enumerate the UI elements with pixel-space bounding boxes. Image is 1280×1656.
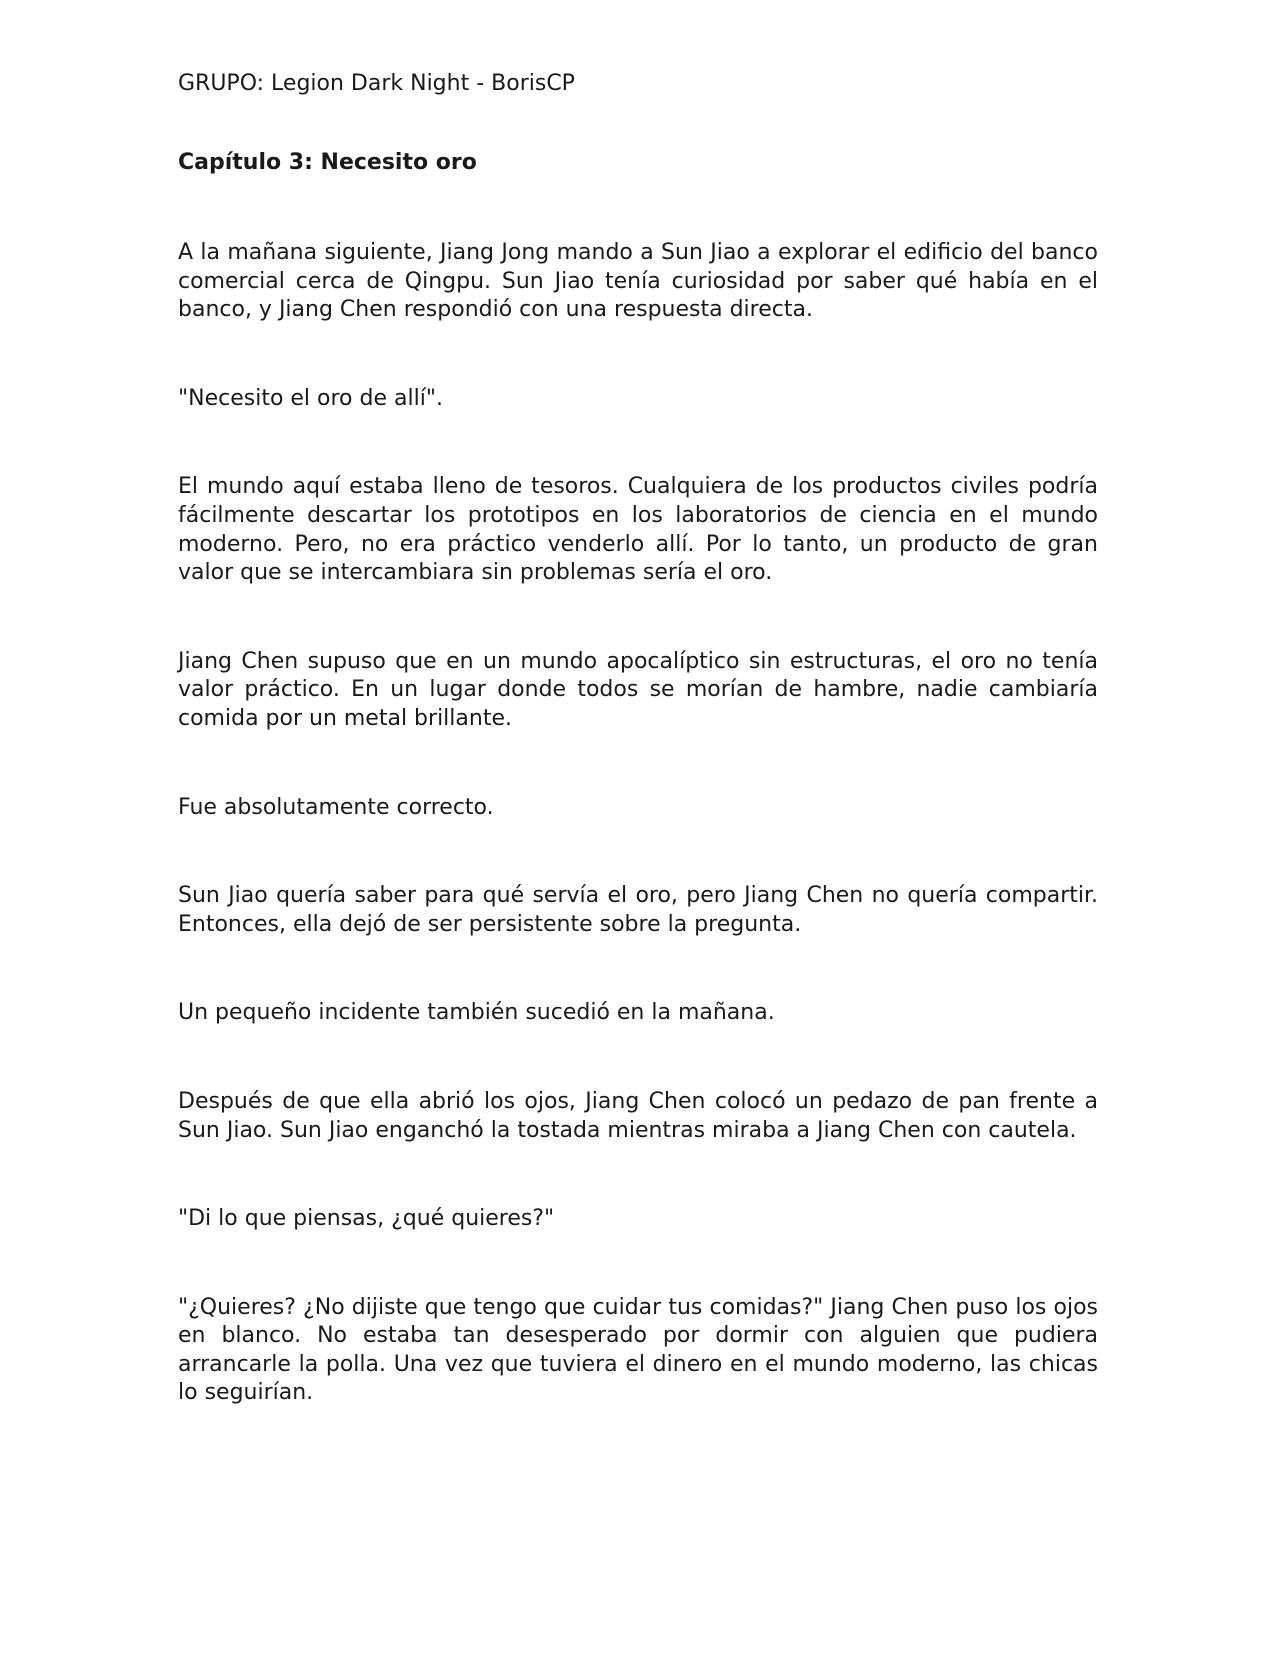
paragraph: Fue absolutamente correcto. bbox=[178, 794, 494, 820]
paragraph: Sun Jiao quería saber para qué servía el oro, pero Jiang Chen no quería compartir. Entonces, ella dejó de ser persistente sobre la pregunta. bbox=[178, 883, 1098, 937]
paragraph: Jiang Chen supuso que en un mundo apocalíptico sin estructuras, el oro no tenía valor práctico. En un lugar donde todos se morían de hambre, nadie cambiaría comida por un metal brillante. bbox=[178, 648, 1098, 731]
paragraph: "Necesito el oro de allí". bbox=[178, 385, 443, 411]
paragraph: Un pequeño incidente también sucedió en la mañana. bbox=[178, 1000, 775, 1026]
group-header: GRUPO: Legion Dark Night - BorisCP bbox=[178, 71, 575, 96]
document-page bbox=[178, 68, 1098, 1408]
paragraph: "Di lo que piensas, ¿qué quieres?" bbox=[178, 1206, 555, 1232]
paragraph: A la mañana siguiente, Jiang Jong mando a Sun Jiao a explorar el edificio del banco comercial cerca de Qingpu. Sun Jiao tenía curiosidad por saber qué había en el banco, y Jiang Chen respondió con una respuesta directa. bbox=[178, 240, 1098, 323]
paragraph: El mundo aquí estaba lleno de tesoros. Cualquiera de los productos civiles podría fácilmente descartar los prototipos en los laboratorios de ciencia en el mundo moderno. Pero, no era práctico venderlo allí. Por lo tanto, un producto de gran valor que se intercambiara sin problemas sería el oro. bbox=[178, 474, 1098, 586]
paragraph: "¿Quieres? ¿No dijiste que tengo que cuidar tus comidas?" Jiang Chen puso los ojos en blanco. No estaba tan desesperado por dormir con alguien que pudiera arrancarle la polla. Una vez que tuviera el dinero en el mundo moderno, las chicas lo seguirían. bbox=[178, 1294, 1098, 1406]
paragraph: Después de que ella abrió los ojos, Jiang Chen colocó un pedazo de pan frente a Sun Jiao. Sun Jiao enganchó la tostada mientras miraba a Jiang Chen con cautela. bbox=[178, 1088, 1098, 1143]
chapter-title: Capítulo 3: Necesito oro bbox=[178, 150, 477, 175]
